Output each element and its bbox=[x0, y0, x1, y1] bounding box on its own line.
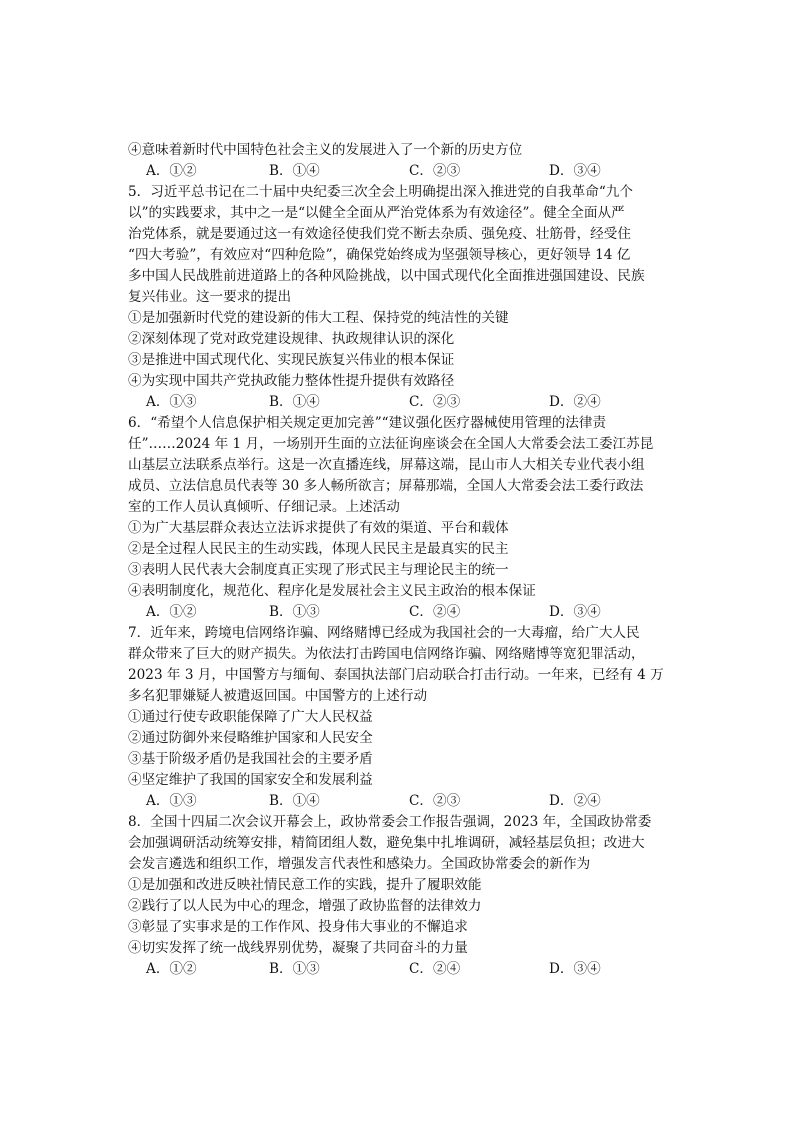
q6-option-c[interactable]: C．②④ bbox=[409, 604, 461, 620]
q8-stem-line: 8．全国十四届二次会议开幕会上，政协常委会工作报告强调，2023 年，全国政协常委 bbox=[128, 814, 652, 830]
q6-stem-line: 任”……2024 年 1 月，一场别开生面的立法征询座谈会在全国人大常委会法工委江苏昆 bbox=[128, 436, 654, 452]
q6-options bbox=[128, 602, 664, 623]
q5-stem-line: 以”的实践要求，其中之一是“以健全全面从严治党体系为有效途径”。健全全面从严 bbox=[128, 205, 625, 221]
q6-option-d[interactable]: D．③④ bbox=[549, 604, 601, 620]
question-7 bbox=[128, 623, 664, 812]
q8-item-4: ④切实发挥了统一战线界别优势，凝聚了共同奋斗的力量 bbox=[128, 940, 468, 956]
q6-stem-line: 成员、立法信息员代表等 30 多人畅所欲言；屏幕那端，全国人大常委会法工委行政法 bbox=[128, 478, 644, 494]
q8-stem-line: 会发言遴选和组织工作，增强发言代表性和感染力。全国政协常委会的新作为 bbox=[128, 856, 591, 872]
q4-item-4: ④意味着新时代中国特色社会主义的发展进入了一个新的历史方位 bbox=[128, 142, 523, 158]
q8-item-2: ②践行了以人民为中心的理念，增强了政协监督的法律效力 bbox=[128, 898, 482, 914]
q8-item-3: ③彰显了实事求是的工作作风、投身伟大事业的不懈追求 bbox=[128, 919, 468, 935]
q7-item-4: ④坚定维护了我国的国家安全和发展利益 bbox=[128, 772, 373, 788]
q5-options bbox=[128, 392, 664, 413]
question-6 bbox=[128, 413, 664, 623]
q6-stem-line: 6．“希望个人信息保护相关规定更加完善”“建议强化医疗器械使用管理的法律责 bbox=[128, 415, 607, 431]
q8-stem-line: 会加强调研活动统筹安排，精简团组人数，避免集中扎堆调研，减轻基层负担；改进大 bbox=[128, 835, 645, 851]
q6-item-3: ③表明人民代表大会制度真正实现了形式民主与理论民主的统一 bbox=[128, 562, 509, 578]
q5-option-d[interactable]: D．②④ bbox=[549, 394, 601, 410]
question-8 bbox=[128, 812, 664, 980]
q7-item-1: ①通过行使专政职能保障了广大人民权益 bbox=[128, 709, 373, 725]
q4-option-c[interactable]: C．②③ bbox=[409, 163, 461, 179]
q5-stem-line: “四大考验”，有效应对“四种危险”，确保党始终成为坚强领导核心，更好领导 14 亿 bbox=[128, 247, 631, 263]
q5-item-3: ③是推进中国式现代化、实现民族复兴伟业的根本保证 bbox=[128, 352, 455, 368]
q5-option-b[interactable]: B．①④ bbox=[269, 394, 320, 410]
q4-option-d[interactable]: D．③④ bbox=[549, 163, 601, 179]
q8-option-d[interactable]: D．③④ bbox=[549, 961, 601, 977]
q5-stem-line: 5．习近平总书记在二十届中央纪委三次全会上明确提出深入推进党的自我革命“九个 bbox=[128, 184, 633, 200]
q8-item-1: ①是加强和改进反映社情民意工作的实践，提升了履职效能 bbox=[128, 877, 482, 893]
q4-option-a[interactable]: A．①② bbox=[146, 163, 197, 179]
q4-option-b[interactable]: B．①④ bbox=[269, 163, 320, 179]
q8-option-c[interactable]: C．②④ bbox=[409, 961, 461, 977]
q7-item-3: ③基于阶级矛盾仍是我国社会的主要矛盾 bbox=[128, 751, 373, 767]
q5-option-c[interactable]: C．②③ bbox=[409, 394, 461, 410]
q6-option-a[interactable]: A．①② bbox=[146, 604, 197, 620]
q6-item-2: ②是全过程人民民主的生动实践，体现人民民主是最真实的民主 bbox=[128, 541, 509, 557]
q7-option-a[interactable]: A．①③ bbox=[146, 793, 197, 809]
q5-stem-line: 治党体系，就是要通过这一有效途径使我们党不断去杂质、强免疫、壮筋骨，经受住 bbox=[128, 226, 631, 242]
q7-stem-line: 2023 年 3 月，中国警方与缅甸、泰国执法部门启动联合打击行动。一年来，已经有 4 万 bbox=[128, 667, 664, 683]
q5-stem-line: 复兴伟业。这一要求的提出 bbox=[128, 289, 292, 305]
q8-options bbox=[128, 959, 664, 980]
q5-stem-line: 多中国人民战胜前进道路上的各种风险挑战，以中国式现代化全面推进强国建设、民族 bbox=[128, 268, 645, 284]
q6-item-4: ④表明制度化，规范化、程序化是发展社会主义民主政治的根本保证 bbox=[128, 583, 536, 599]
q6-item-1: ①为广大基层群众表达立法诉求提供了有效的渠道、平台和载体 bbox=[128, 520, 509, 536]
q7-stem-line: 7．近年来，跨境电信网络诈骗、网络赌博已经成为我国社会的一大毒瘤，给广大人民 bbox=[128, 625, 640, 641]
q7-stem-line: 多名犯罪嫌疑人被遣返回国。中国警方的上述行动 bbox=[128, 688, 428, 704]
q7-item-2: ②通过防御外来侵略维护国家和人民安全 bbox=[128, 730, 373, 746]
q7-option-c[interactable]: C．②③ bbox=[409, 793, 461, 809]
q5-option-a[interactable]: A．①③ bbox=[146, 394, 197, 410]
q7-stem-line: 群众带来了巨大的财产损失。为依法打击跨国电信网络诈骗、网络赌博等宽犯罪活动， bbox=[128, 646, 645, 662]
q8-option-a[interactable]: A．①② bbox=[146, 961, 197, 977]
q4-options bbox=[128, 161, 664, 182]
q5-item-2: ②深刻体现了党对政党建设规律、执政规律认识的深化 bbox=[128, 331, 455, 347]
q6-stem-line: 山基层立法联系点举行。这是一次直播连线，屏幕这端，昆山市人大相关专业代表小组 bbox=[128, 457, 645, 473]
q6-stem-line: 室的工作人员认真倾听、仔细记录。上述活动 bbox=[128, 499, 400, 515]
q7-option-b[interactable]: B．①④ bbox=[269, 793, 320, 809]
q7-option-d[interactable]: D．②④ bbox=[549, 793, 601, 809]
exam-page bbox=[128, 140, 664, 980]
q5-item-1: ①是加强新时代党的建设新的伟大工程、保持党的纯洁性的关键 bbox=[128, 310, 509, 326]
q7-options bbox=[128, 791, 664, 812]
q8-option-b[interactable]: B．①③ bbox=[269, 961, 320, 977]
question-5 bbox=[128, 182, 664, 413]
q5-item-4: ④为实现中国共产党执政能力整体性提升提供有效路径 bbox=[128, 373, 455, 389]
q6-option-b[interactable]: B．①③ bbox=[269, 604, 320, 620]
